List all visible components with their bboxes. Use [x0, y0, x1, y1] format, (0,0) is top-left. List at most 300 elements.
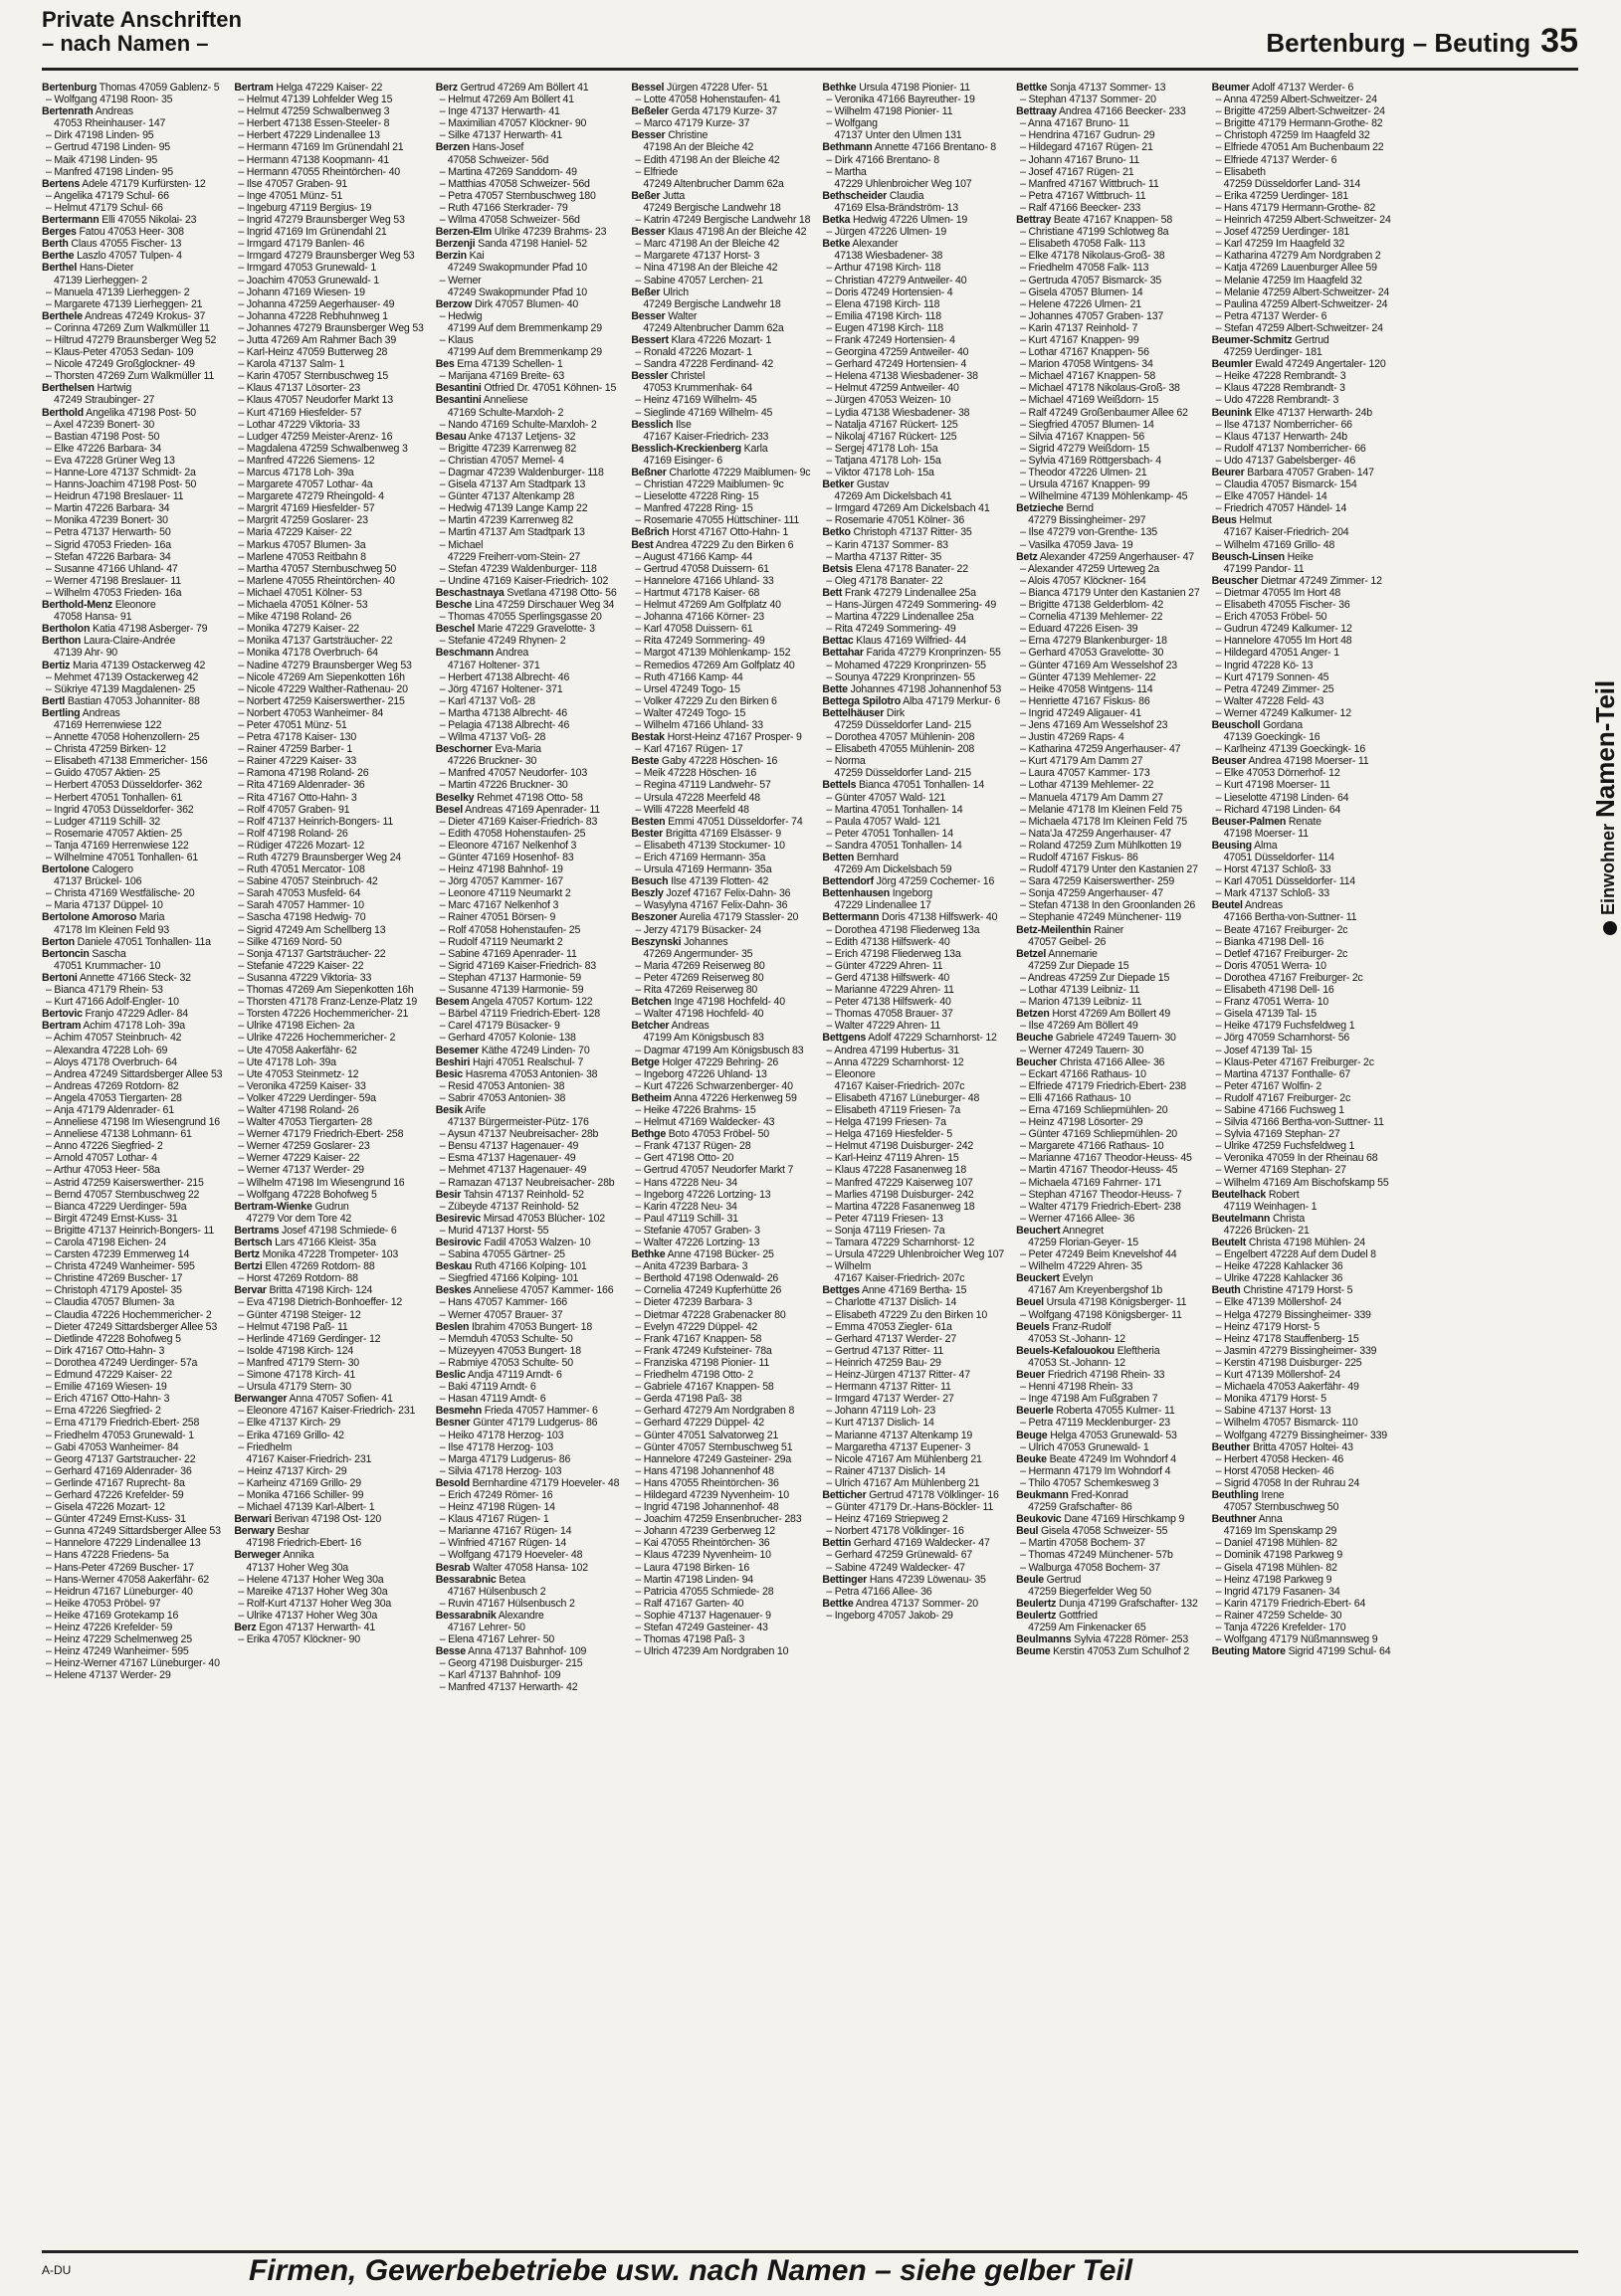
entry-details: – Ulrike 47228 Kahlacker 36: [1215, 1272, 1343, 1285]
entry-details: – Achim 47057 Steinbruch- 42: [46, 1032, 182, 1045]
entry-details: – Gerhard 47226 Krefelder- 59: [46, 1488, 184, 1501]
entry-details: – Franz 47051 Werra- 10: [1215, 996, 1329, 1009]
directory-entry: [1016, 1501, 1199, 1513]
entry-details: – Kurt 47169 Hiesfelder- 57: [238, 406, 362, 419]
directory-entry: [631, 695, 810, 707]
entry-details: – Erna 47169 Schliepmühlen- 20: [1020, 1103, 1168, 1116]
directory-entry: [1212, 117, 1391, 129]
directory-entry: [1212, 887, 1391, 899]
directory-entry: [1016, 1260, 1199, 1272]
entry-details: – Andrea 47249 Sittardsberger Allee 53: [46, 1067, 223, 1080]
entry-details: Annika: [281, 1549, 314, 1562]
directory-entry: [234, 743, 423, 755]
entry-surname: Besmehn: [435, 1405, 483, 1418]
entry-details: Gottfried: [1056, 1609, 1098, 1622]
entry-surname: Besold: [435, 1476, 470, 1489]
entry-details: – Gisela 47057 Blumen- 14: [1020, 286, 1143, 298]
entry-details: Andrea 47229 Zu den Birken 6: [653, 538, 794, 551]
entry-details: – Marianne 47167 Theodor-Heuss- 45: [1020, 1152, 1192, 1165]
entry-details: 47199 Pandor- 11: [1223, 562, 1305, 575]
directory-entry: [42, 863, 222, 875]
directory-entry: [42, 1020, 222, 1032]
entry-surname: Berton: [42, 935, 75, 948]
directory-entry: [436, 455, 620, 467]
directory-entry: [631, 924, 810, 936]
directory-entry: [42, 623, 222, 635]
entry-details: – Peter 47167 Wolfin- 2: [1215, 1079, 1322, 1092]
directory-entry: [436, 1260, 620, 1272]
directory-entry: [631, 779, 810, 791]
directory-entry: [436, 1248, 620, 1260]
entry-details: – Irmgard 47179 Banlen- 46: [238, 238, 365, 251]
side-label-large: Namen-Teil: [1590, 679, 1620, 818]
directory-entry: [42, 358, 222, 370]
entry-surname: Beuscher: [1211, 574, 1259, 587]
entry-details: – Christine 47269 Buscher- 17: [46, 1272, 183, 1285]
directory-entry: [436, 660, 620, 671]
entry-details: – Jutta 47269 Am Rahmer Bach 39: [238, 333, 397, 346]
directory-entry: [234, 1116, 423, 1128]
entry-surname: Beschel: [435, 623, 475, 636]
entry-details: – Undine 47169 Kaiser-Friedrich- 102: [439, 574, 609, 587]
directory-entry: [1212, 840, 1391, 852]
entry-details: Gerhard 47169 Waldecker- 47: [851, 1537, 990, 1550]
directory-entry: [436, 1537, 620, 1549]
directory-entry: [822, 467, 1004, 478]
directory-entry: [1212, 551, 1391, 563]
directory-entry: [436, 1128, 620, 1140]
entry-details: – Petra 47249 Zimmer- 25: [1215, 682, 1334, 695]
entry-details: 47057 Geibel- 26: [1028, 935, 1107, 948]
entry-details: Beshar: [274, 1525, 309, 1538]
directory-entry: [1212, 431, 1391, 443]
entry-surname: Besem: [435, 996, 470, 1009]
directory-entry: [234, 635, 423, 647]
directory-entry: [234, 1068, 423, 1080]
directory-entry: [631, 1201, 810, 1213]
directory-entry: [1016, 539, 1199, 551]
entry-details: 47053 Krummenhak- 64: [643, 382, 752, 395]
entry-details: Holger 47229 Behring- 26: [659, 1055, 779, 1068]
entry-surname: Beskes: [435, 1284, 472, 1297]
directory-entry: [631, 1501, 810, 1513]
entry-details: – Sabine 47057 Lerchen- 21: [635, 274, 763, 287]
entry-surname: Beutelt: [1211, 1237, 1247, 1248]
directory-entry: [42, 1201, 222, 1213]
entry-surname: Beslic: [435, 1369, 466, 1382]
directory-entry: [234, 1610, 423, 1622]
directory-entry: [631, 1225, 810, 1237]
entry-details: – Klaus-Peter 47167 Freiburger- 2c: [1215, 1055, 1374, 1068]
entry-details: – Werner 47249 Tauern- 30: [1020, 1044, 1144, 1056]
directory-entry: [1212, 1405, 1391, 1417]
entry-details: – Ingeburg 47119 Bergius- 19: [238, 201, 372, 214]
entry-details: – Ilse 47279 von-Grenthe- 135: [1020, 526, 1157, 539]
directory-entry: [631, 1465, 810, 1477]
entry-details: Fred-Konrad: [1068, 1488, 1128, 1501]
entry-surname: Berwanger: [234, 1393, 288, 1406]
directory-entry: [234, 660, 423, 671]
directory-entry: [42, 238, 222, 250]
entry-details: – Stefan 47239 Waldenburger- 118: [439, 562, 597, 575]
entry-surname: Betchen: [631, 996, 672, 1009]
entry-details: – Norma: [826, 755, 866, 768]
directory-entry: [1212, 298, 1391, 310]
entry-surname: Beslen: [435, 1320, 470, 1333]
directory-entry: [822, 202, 1004, 214]
entry-details: Andreas: [80, 706, 120, 719]
entry-details: – Thomas 47249 Münchener- 57b: [1020, 1549, 1173, 1562]
directory-entry: [1016, 1164, 1199, 1176]
directory-entry: [822, 478, 1004, 490]
entry-details: – Karl-Heinz 47119 Ahren- 15: [826, 1152, 959, 1165]
directory-entry: [436, 1417, 620, 1429]
directory-entry: [42, 94, 222, 105]
entry-details: Fatou 47053 Heer- 308: [76, 226, 184, 239]
directory-entry: [42, 1610, 222, 1622]
entry-details: – Tamara 47229 Scharnhorst- 12: [826, 1237, 975, 1248]
entry-details: 47167 Kaiser-Friedrich- 207c: [834, 1272, 965, 1285]
directory-entry: [1212, 1441, 1391, 1453]
entry-surname: Beskau: [435, 1260, 473, 1273]
entry-details: 47169 Schulte-Marxloh- 2: [447, 406, 564, 419]
entry-details: – Margarete 47166 Rathaus- 10: [1020, 1140, 1164, 1153]
entry-details: – Michaela 47051 Kölner- 53: [238, 599, 368, 612]
directory-entry: [42, 467, 222, 478]
directory-entry: [436, 214, 620, 226]
entry-details: – Martina 47137 Fonthalle- 67: [1215, 1067, 1351, 1080]
directory-entry: [631, 1622, 810, 1633]
entry-details: – Kurt 47139 Möllershof- 24: [1215, 1369, 1340, 1382]
entry-details: 47249 Altenbrucher Damm 62a: [643, 177, 784, 190]
entry-details: – Peter 47119 Friesen- 13: [826, 1212, 943, 1225]
directory-entry: [631, 1610, 810, 1622]
entry-details: – Elke 47053 Dörnerhof- 12: [1215, 767, 1340, 780]
directory-entry: [1016, 1645, 1199, 1657]
directory-entry: [822, 129, 1004, 141]
entry-details: – Brigitte 47137 Heinrich-Bongers- 11: [46, 1224, 215, 1237]
entry-surname: Bett: [822, 586, 843, 599]
directory-entry: [436, 647, 620, 659]
directory-entry: [631, 467, 810, 478]
entry-details: – Rudolf 47167 Fiskus- 86: [1020, 852, 1138, 863]
directory-entry: [822, 1598, 1004, 1610]
directory-entry: [42, 972, 222, 984]
entry-details: Gertrud 47178 Völklinger- 16: [866, 1488, 999, 1501]
entry-details: – Martha 47057 Sternbuschweg 50: [238, 562, 397, 575]
directory-entry: [1212, 575, 1391, 587]
directory-entry: [234, 1092, 423, 1104]
entry-details: – Arnold 47057 Lothar- 4: [46, 1152, 157, 1165]
directory-entry: [631, 647, 810, 659]
entry-details: – Gisela 47139 Tal- 15: [1215, 1008, 1317, 1021]
entry-details: – Margot 47139 Möhlenkamp- 152: [635, 647, 791, 660]
directory-entry: [234, 1537, 423, 1549]
entry-details: – Ingrid 47279 Braunsberger Weg 53: [238, 214, 405, 227]
entry-details: – Dagmar 47239 Waldenburger- 118: [439, 467, 604, 478]
directory-entry: [234, 828, 423, 840]
entry-details: – Ramona 47198 Roland- 26: [238, 767, 369, 780]
directory-entry: [42, 828, 222, 840]
directory-entry: [42, 262, 222, 274]
directory-entry: [1016, 635, 1199, 647]
entry-details: – Ulrike 47226 Hochemmericher- 2: [238, 1032, 396, 1045]
directory-entry: [822, 334, 1004, 346]
directory-entry: [42, 455, 222, 467]
entry-details: Svetlana 47198 Otto- 56: [504, 586, 617, 599]
entry-details: 47166 Bertha-von-Suttner- 11: [1223, 911, 1357, 924]
directory-entry: [234, 1430, 423, 1441]
entry-details: – Sylvia 47169 Röttgersbach- 4: [1020, 454, 1161, 467]
entry-details: – Gerhard 47137 Werder- 27: [826, 1332, 957, 1345]
entry-details: – Werner 47137 Werder- 29: [238, 1164, 364, 1177]
entry-surname: Besslich: [631, 418, 674, 431]
entry-details: – Manfred 47228 Ring- 15: [635, 502, 753, 515]
entry-details: Andreas 47249 Krokus- 37: [82, 309, 206, 322]
entry-details: Franjo 47229 Adler- 84: [82, 1008, 188, 1021]
entry-details: 47053 St.-Johann- 12: [1028, 1356, 1125, 1369]
directory-entry: [1016, 202, 1199, 214]
entry-details: – Nina 47198 An der Bleiche 42: [635, 262, 778, 275]
entry-details: – Elisabeth 47198 Dell- 16: [1215, 984, 1334, 997]
entry-details: – Astrid 47259 Kaiserswerther- 215: [46, 1176, 204, 1189]
entry-details: – Marlies 47198 Duisburger- 242: [826, 1188, 974, 1201]
entry-surname: Beutelhack: [1211, 1188, 1267, 1201]
directory-entry: [436, 1513, 620, 1525]
directory-entry: [234, 322, 423, 334]
entry-details: – Angela 47053 Tiergarten- 28: [46, 1091, 182, 1104]
directory-entry: [822, 1525, 1004, 1537]
directory-entry: [631, 1333, 810, 1345]
directory-entry: [631, 298, 810, 310]
directory-entry: [42, 1225, 222, 1237]
directory-entry: [822, 1430, 1004, 1441]
entry-details: – Anneliese 47138 Lohmann- 61: [46, 1128, 192, 1141]
entry-details: – Petra 47137 Werder- 6: [1215, 309, 1327, 322]
entry-details: – Ursula 47167 Knappen- 99: [1020, 478, 1150, 491]
entry-details: – Irmgard 47269 Am Dickelsbach 41: [826, 502, 990, 515]
entry-details: – Martin 47058 Bochem- 37: [1020, 1537, 1145, 1550]
entry-details: – Jürgen 47053 Weizen- 10: [826, 394, 951, 407]
directory-entry: [1016, 358, 1199, 370]
directory-entry: [631, 792, 810, 804]
directory-entry: [631, 683, 810, 695]
directory-entry: [1212, 82, 1391, 94]
directory-entry: [436, 358, 620, 370]
entry-details: – Edith 47138 Hilfswerk- 40: [826, 935, 950, 948]
directory-entry: [822, 322, 1004, 334]
directory-entry: [1212, 490, 1391, 502]
entry-details: – Walter 47226 Lortzing- 13: [635, 1237, 760, 1248]
directory-entry: [631, 1056, 810, 1068]
entry-details: Maria 47139 Ostackerweg 42: [70, 659, 206, 671]
directory-entry: [1016, 214, 1199, 226]
entry-surname: Beuser: [1211, 755, 1247, 768]
directory-entry: [1212, 1357, 1391, 1369]
entry-details: 47259 Florian-Geyer- 15: [1028, 1237, 1138, 1248]
directory-entry: [822, 840, 1004, 852]
entry-details: 47137 Bürgermeister-Pütz- 176: [447, 1116, 589, 1129]
directory-entry: [234, 1633, 423, 1645]
entry-details: – Günter 47169 Hosenhof- 83: [439, 852, 574, 863]
entry-details: – Sabine 47249 Waldecker- 47: [826, 1561, 965, 1574]
directory-entry: [436, 563, 620, 575]
directory-entry: [436, 298, 620, 310]
directory-entry: [1212, 1489, 1391, 1501]
directory-entry: [234, 202, 423, 214]
entry-details: – Ralf 47249 Großenbaumer Allee 62: [1020, 406, 1188, 419]
entry-details: Andja 47119 Arndt- 6: [465, 1369, 562, 1382]
directory-entry: [42, 1441, 222, 1453]
directory-entry: [1212, 1574, 1391, 1586]
entry-details: Frieda 47057 Hammer- 6: [482, 1405, 598, 1418]
directory-entry: [1016, 262, 1199, 274]
directory-entry: [42, 767, 222, 779]
entry-details: – Isolde 47198 Kirch- 124: [238, 1344, 354, 1357]
directory-entry: [234, 875, 423, 887]
header-section-title: Private Anschriften: [42, 7, 242, 32]
directory-entry: [1212, 526, 1391, 538]
directory-entry: [1212, 394, 1391, 406]
directory-entry: [1212, 1537, 1391, 1549]
directory-entry: [631, 129, 810, 141]
entry-details: Lina 47259 Dirschauer Weg 34: [472, 599, 615, 612]
entry-details: – Ingrid 47053 Düsseldorfer- 362: [46, 803, 194, 816]
entry-details: – Gerhard 47169 Aldenrader- 36: [46, 1464, 192, 1477]
directory-entry: [1016, 514, 1199, 526]
entry-details: Dirk: [884, 706, 905, 719]
directory-entry: [42, 875, 222, 887]
directory-entry: [42, 1248, 222, 1260]
entry-details: – Hans 47228 Friedens- 5a: [46, 1549, 169, 1562]
directory-entry: [436, 514, 620, 526]
directory-entry: [1016, 767, 1199, 779]
directory-entry: [1212, 779, 1391, 791]
directory-entry: [822, 1321, 1004, 1333]
entry-details: Gertrud: [1292, 333, 1329, 346]
directory-entry: [631, 1104, 810, 1116]
directory-entry: [1212, 647, 1391, 659]
entry-details: – Helmut 47198 Paß- 11: [238, 1320, 348, 1333]
entry-surname: Bertram-Wienke: [234, 1200, 312, 1213]
directory-entry: [1016, 779, 1199, 791]
entry-details: – Elke 47226 Barbara- 34: [46, 442, 161, 455]
entry-details: – Inge 47198 Am Fußgraben 7: [1020, 1393, 1158, 1406]
entry-surname: Betka: [822, 214, 851, 227]
entry-details: – Wolfgang 47279 Bissingheimer- 339: [1215, 1429, 1387, 1441]
directory-entry: [436, 1225, 620, 1237]
entry-surname: Betsis: [822, 562, 853, 575]
directory-entry: [42, 707, 222, 719]
entry-details: Christel: [668, 370, 706, 383]
entry-details: Gisela 47058 Schweizer- 55: [1038, 1525, 1168, 1538]
directory-entry: [822, 1056, 1004, 1068]
entry-details: – Peter 47051 Münz- 51: [238, 718, 347, 731]
entry-details: 47139 Ahr- 90: [54, 647, 117, 660]
entry-details: – Engelbert 47228 Auf dem Dudel 8: [1215, 1248, 1376, 1261]
directory-entry: [822, 1128, 1004, 1140]
entry-details: – Manuela 47139 Lierheggen- 2: [46, 286, 190, 298]
entry-details: – Ruth 47166 Sterkrader- 79: [439, 201, 568, 214]
directory-entry: [631, 731, 810, 743]
entry-details: – Gudrun 47249 Kalkumer- 12: [1215, 623, 1352, 636]
entry-details: – Werner 47259 Goslarer- 23: [238, 1140, 370, 1153]
directory-entry: [234, 1333, 423, 1345]
entry-details: Doris 47138 Hilfswerk- 40: [879, 911, 998, 924]
directory-entry: [1212, 599, 1391, 611]
entry-details: – Beate 47167 Freiburger- 2c: [1215, 923, 1348, 936]
entry-details: Calogero: [89, 863, 133, 876]
entry-details: – Rita 47167 Otto-Hahn- 3: [238, 791, 357, 804]
directory-entry: [1212, 1056, 1391, 1068]
directory-entry: [42, 394, 222, 406]
directory-entry: [42, 852, 222, 863]
directory-entry: [436, 1430, 620, 1441]
entry-details: – Johanna 47228 Rebhuhnweg 1: [238, 309, 388, 322]
entry-details: – Martin 47239 Karrenweg 82: [439, 514, 573, 527]
entry-details: – Christian 47229 Maiblumen- 9c: [635, 478, 784, 491]
directory-entry: [234, 287, 423, 298]
directory-entry: [234, 1309, 423, 1321]
directory-entry: [436, 1020, 620, 1032]
entry-details: Klaus 47198 An der Bleiche 42: [665, 226, 807, 239]
directory-entry: [1212, 370, 1391, 382]
entry-details: – Franziska 47198 Pionier- 11: [635, 1356, 770, 1369]
directory-entry: [436, 1441, 620, 1453]
entry-details: Otfried Dr. 47051 Köhnen- 15: [481, 382, 617, 395]
entry-details: Daniele 47051 Tonhallen- 11a: [74, 935, 211, 948]
directory-entry: [234, 996, 423, 1008]
entry-details: Franz-Rudolf: [1049, 1320, 1112, 1333]
entry-details: – Evelyn 47229 Düppel- 42: [635, 1320, 758, 1333]
directory-entry: [436, 1309, 620, 1321]
entry-surname: Bettgens: [822, 1032, 867, 1045]
entry-details: – Sonja 47119 Friesen- 7a: [826, 1224, 945, 1237]
entry-details: – Elfriede 47137 Werder- 6: [1215, 153, 1337, 166]
directory-entry: [42, 1525, 222, 1537]
directory-entry: [1212, 1321, 1391, 1333]
entry-surname: Besemer: [435, 1044, 480, 1056]
directory-entry: [42, 779, 222, 791]
entry-surname: Bettelhäuser: [822, 706, 885, 719]
directory-entry: [234, 1056, 423, 1068]
entry-details: – Friedhelm 47198 Otto- 2: [635, 1369, 753, 1382]
entry-surname: Betheim: [631, 1091, 672, 1104]
entry-details: – Marion 47058 Wintgens- 34: [1020, 358, 1153, 371]
entry-details: – Eva 47198 Dietrich-Bonhoeffer- 12: [238, 1296, 403, 1309]
entry-details: – Melanie 47259 Im Haagfeld 32: [1215, 274, 1362, 287]
entry-details: – Heike 47179 Fuchsfeldweg 1: [1215, 1020, 1355, 1033]
entry-details: – Karl 47167 Rügen- 17: [635, 743, 743, 756]
directory-entry: [234, 887, 423, 899]
entry-surname: Beuser-Palmen: [1211, 815, 1287, 828]
entry-details: – Dominik 47198 Parkweg 9: [1215, 1549, 1343, 1562]
directory-entry: [42, 334, 222, 346]
directory-entry: [436, 166, 620, 178]
entry-surname: Besse: [435, 1645, 466, 1658]
entry-details: Eva-Maria: [492, 743, 541, 756]
entry-details: – Melanie 47178 Im Kleinen Feld 75: [1020, 803, 1182, 816]
directory-entry: [42, 526, 222, 538]
directory-entry: [1016, 1598, 1199, 1610]
directory-entry: [1016, 647, 1199, 659]
entry-details: – Marijana 47169 Breite- 63: [439, 370, 565, 383]
directory-entry: [822, 1260, 1004, 1272]
entry-details: – Martin 47226 Barbara- 34: [46, 502, 170, 515]
entry-details: – Sarah 47053 Musfeld- 64: [238, 887, 361, 900]
entry-surname: Berwari: [234, 1513, 272, 1526]
directory-entry: [1016, 1068, 1199, 1080]
